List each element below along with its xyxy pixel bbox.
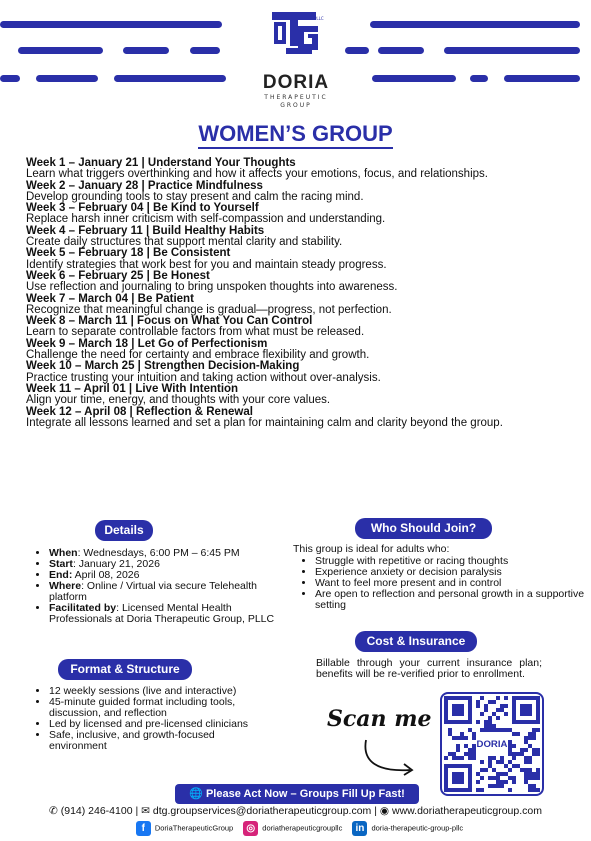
qr-module [472, 756, 476, 760]
qr-module [536, 728, 540, 732]
globe-icon: 🌐 [189, 788, 206, 800]
qr-module [496, 780, 500, 784]
qr-module [448, 752, 452, 756]
qr-module [520, 748, 524, 752]
qr-module [464, 736, 468, 740]
qr-module [504, 712, 508, 716]
qr-module [476, 788, 480, 792]
qr-module [504, 728, 508, 732]
qr-module [524, 756, 528, 760]
week-description: Learn what triggers overthinking and how it affects your emotions, focus, and relationships. [26, 168, 488, 181]
qr-module [472, 752, 476, 756]
qr-module [532, 736, 536, 740]
qr-module [512, 764, 516, 768]
qr-module [472, 736, 476, 740]
qr-module [524, 768, 528, 772]
curved-arrow-icon [360, 738, 420, 778]
qr-module [496, 716, 500, 720]
qr-module [536, 748, 540, 752]
qr-module [480, 788, 484, 792]
decorative-dash [470, 75, 488, 82]
qr-module [528, 736, 532, 740]
qr-module [488, 760, 492, 764]
qr-module [448, 728, 452, 732]
details-item-value: : January 21, 2026 [72, 558, 160, 570]
qr-module [528, 744, 532, 748]
qr-module [456, 756, 460, 760]
scan-me-label: Scan me [327, 706, 432, 732]
web-icon: ◉ [379, 805, 390, 817]
qr-module [512, 752, 516, 756]
week-description: Create daily structures that support mental clarity and stability. [26, 236, 343, 249]
qr-module [452, 704, 464, 716]
week-description: Use reflection and journaling to bring unspoken thoughts into awareness. [26, 281, 398, 294]
join-item: • Want to feel more present and in control [315, 578, 591, 589]
decorative-dash [444, 47, 580, 54]
qr-module [528, 772, 532, 776]
decorative-dash [190, 47, 220, 54]
qr-code[interactable] [440, 692, 544, 796]
qr-module [532, 748, 536, 752]
details-item-label: End: [49, 569, 73, 581]
join-heading: Who Should Join? [355, 518, 492, 539]
qr-module [504, 764, 508, 768]
week-description: Challenge the need for certainty and embrace flexibility and growth. [26, 349, 370, 362]
brand-name: DORIA [262, 72, 330, 93]
qr-module [532, 776, 536, 780]
week-description: Replace harsh inner criticism with self-compassion and understanding. [26, 213, 386, 226]
qr-module [484, 720, 488, 724]
qr-module [452, 772, 464, 784]
qr-module [524, 740, 528, 744]
qr-module [528, 768, 532, 772]
week-description: Identify strategies that work best for you and maintain steady progress. [26, 258, 387, 271]
qr-module [480, 760, 484, 764]
qr-module [524, 780, 528, 784]
website-link[interactable]: www.doriatherapeuticgroup.com [391, 805, 542, 817]
qr-module [488, 724, 492, 728]
qr-module [528, 784, 532, 788]
qr-module [504, 704, 508, 708]
join-item: • Struggle with repetitive or racing thoughts [315, 556, 591, 567]
qr-module [496, 772, 500, 776]
qr-module [496, 776, 500, 780]
qr-module [492, 784, 496, 788]
qr-module [496, 760, 500, 764]
format-item: • 12 weekly sessions (live and interactive) [49, 686, 259, 697]
join-intro: This group is ideal for adults who: [293, 543, 450, 555]
qr-module [512, 756, 516, 760]
qr-module [532, 784, 536, 788]
details-item-value: April 08, 2026 [72, 569, 140, 581]
contact-line: ✆ (914) 246-4100 | ✉ dtg.groupservices@doriatherapeuticgroup.com | ◉ www.doriatherapeuticgroup.com [49, 805, 542, 817]
qr-module [524, 748, 528, 752]
qr-module [476, 704, 480, 708]
qr-module [512, 744, 516, 748]
details-item-value: : Wednesdays, 6:00 PM – 6:45 PM [77, 547, 240, 559]
qr-module [484, 728, 488, 732]
qr-module [500, 772, 504, 776]
qr-pattern-icon [444, 696, 540, 792]
qr-module [532, 728, 536, 732]
qr-module [452, 756, 456, 760]
linkedin-icon[interactable]: in [352, 821, 367, 836]
decorative-dash [0, 21, 222, 28]
details-item-label: Start [49, 558, 73, 570]
qr-module [504, 772, 508, 776]
qr-module [512, 776, 516, 780]
week-description: Practice trusting your intuition and taking action without over-analysis. [26, 371, 381, 384]
week-heading: Week 10 – March 25 | Strengthen Decision-Making [26, 360, 300, 373]
join-list [300, 556, 591, 611]
qr-module [500, 760, 504, 764]
week-description: Develop grounding tools to stay present and calm the racing mind. [26, 190, 364, 203]
qr-module [472, 748, 476, 752]
details-item-label: Where [49, 580, 82, 592]
qr-module [500, 728, 504, 732]
qr-module [536, 768, 540, 772]
qr-module [508, 776, 512, 780]
qr-module [488, 784, 492, 788]
decorative-dash [378, 47, 424, 54]
decorative-dash [36, 75, 98, 82]
qr-module [492, 728, 496, 732]
cost-text: Billable through your current insurance plan; benefits will be re-verified prior to enrollment. [316, 657, 542, 680]
qr-module [464, 744, 468, 748]
qr-module [508, 760, 512, 764]
qr-module [528, 788, 532, 792]
qr-module [484, 704, 488, 708]
email-link[interactable]: dtg.groupservices@doriatherapeuticgroup.com [152, 805, 372, 817]
qr-module [444, 756, 448, 760]
qr-module [536, 776, 540, 780]
qr-module [472, 732, 476, 736]
qr-module [492, 700, 496, 704]
qr-module [476, 780, 480, 784]
brand-sub-2: GROUP [280, 102, 312, 109]
email-icon: ✉ [141, 805, 150, 817]
qr-module [476, 720, 480, 724]
qr-module [468, 752, 472, 756]
qr-module [520, 752, 524, 756]
week-heading: Week 12 – April 08 | Reflection & Renewal [26, 405, 253, 418]
decorative-dash [504, 75, 580, 82]
qr-module [508, 744, 512, 748]
decorative-dash [372, 75, 456, 82]
qr-module [492, 712, 496, 716]
qr-module [536, 788, 540, 792]
qr-module [492, 724, 496, 728]
week-heading: Week 11 – April 01 | Live With Intention [26, 382, 239, 395]
week-heading: Week 6 – February 25 | Be Honest [26, 269, 210, 282]
qr-module [508, 740, 512, 744]
qr-center-label: DORIA [476, 739, 508, 751]
join-item: • Experience anxiety or decision paralysis [315, 567, 591, 578]
qr-module [512, 732, 516, 736]
qr-module [500, 780, 504, 784]
format-item: • 45-minute guided format including tools, discussion, and reflection [49, 697, 259, 719]
decorative-dash [345, 47, 369, 54]
week-heading: Week 3 – February 04 | Be Kind to Yourself [26, 202, 259, 215]
qr-module [492, 756, 496, 760]
details-item-value: : Online / Virtual via secure Telehealth platform [49, 580, 257, 603]
decorative-dash [0, 75, 20, 82]
details-list [34, 548, 291, 625]
qr-module [484, 708, 488, 712]
qr-module [468, 728, 472, 732]
qr-module [456, 744, 460, 748]
qr-module [516, 752, 520, 756]
decorative-dash [114, 75, 226, 82]
page-title: WOMEN’S GROUP [0, 121, 591, 147]
qr-module [456, 736, 460, 740]
qr-module [496, 784, 500, 788]
phone-icon: ✆ [49, 805, 58, 817]
qr-module [536, 772, 540, 776]
qr-module [508, 752, 512, 756]
qr-module [532, 772, 536, 776]
qr-module [500, 704, 504, 708]
social-line [0, 821, 591, 836]
qr-module [484, 724, 488, 728]
qr-module [528, 756, 532, 760]
qr-module [480, 728, 484, 732]
instagram-icon[interactable]: ◎ [243, 821, 258, 836]
facebook-icon[interactable]: f [136, 821, 151, 836]
qr-module [468, 748, 472, 752]
qr-module [496, 728, 500, 732]
week-description: Integrate all lessons learned and set a plan for maintaining calm and clarity beyond the group. [26, 416, 503, 429]
qr-module [488, 756, 492, 760]
brand-sub-1: THERAPEUTIC [264, 94, 328, 101]
qr-module [508, 768, 512, 772]
instagram-handle[interactable]: doriatherapeuticgroupllc [262, 823, 343, 833]
week-description: Align your time, energy, and thoughts with your core values. [26, 394, 331, 407]
week-description: Learn to separate controllable factors from what must be released. [26, 326, 365, 339]
format-list [34, 686, 259, 752]
qr-module [516, 732, 520, 736]
qr-module [488, 700, 492, 704]
week-list [26, 158, 581, 429]
week-description: Recognize that meaningful change is gradual—progress, not perfection. [26, 303, 392, 316]
qr-module [524, 776, 528, 780]
qr-module [452, 736, 456, 740]
qr-module [496, 708, 500, 712]
qr-module [508, 788, 512, 792]
qr-module [480, 768, 484, 772]
qr-module [524, 772, 528, 776]
qr-module [520, 704, 532, 716]
details-item-label: When [49, 547, 78, 559]
cost-heading: Cost & Insurance [355, 631, 477, 652]
week-heading: Week 5 – February 18 | Be Consistent [26, 247, 231, 260]
qr-module [508, 748, 512, 752]
qr-module [488, 776, 492, 780]
format-item: • Led by licensed and pre-licensed clinicians [49, 719, 259, 730]
qr-module [520, 768, 524, 772]
week-heading: Week 8 – March 11 | Focus on What You Can Control [26, 315, 313, 328]
qr-module [500, 708, 504, 712]
qr-module [460, 736, 464, 740]
qr-module [456, 748, 460, 752]
format-heading: Format & Structure [58, 659, 192, 680]
details-item-value: : Licensed Mental Health Professionals at Doria Therapeutic Group, PLLC [49, 602, 275, 625]
details-item-label: Facilitated by [49, 602, 117, 614]
details-heading: Details [95, 520, 153, 541]
qr-module [484, 768, 488, 772]
qr-module [536, 752, 540, 756]
brand-logo [248, 8, 344, 110]
qr-module [448, 732, 452, 736]
linkedin-handle[interactable]: doria-therapeutic-group-pllc [371, 823, 464, 833]
details-item [49, 581, 291, 603]
qr-module [460, 756, 464, 760]
qr-module [532, 752, 536, 756]
qr-module [528, 776, 532, 780]
qr-module [528, 760, 532, 764]
qr-module [476, 700, 480, 704]
week-heading: Week 9 – March 18 | Let Go of Perfectionism [26, 337, 268, 350]
details-item [49, 603, 291, 625]
decorative-dash [123, 47, 169, 54]
qr-module [452, 752, 456, 756]
qr-module [500, 784, 504, 788]
qr-module [492, 776, 496, 780]
qr-module [532, 788, 536, 792]
qr-module [508, 728, 512, 732]
cta-banner: 🌐 Please Act Now – Groups Fill Up Fast! [175, 784, 419, 804]
qr-module [460, 732, 464, 736]
qr-module [476, 772, 480, 776]
qr-module [488, 716, 492, 720]
pllc-mark: PLLC [314, 16, 324, 21]
qr-module [516, 764, 520, 768]
qr-module [480, 712, 484, 716]
format-item: • Safe, inclusive, and growth-focused environment [49, 730, 259, 752]
decorative-dash [370, 21, 580, 28]
dtg-monogram-icon [266, 8, 326, 66]
qr-module [468, 756, 472, 760]
qr-module [488, 728, 492, 732]
qr-module [504, 780, 508, 784]
qr-module [464, 752, 468, 756]
qr-module [480, 776, 484, 780]
qr-module [532, 732, 536, 736]
qr-module [504, 696, 508, 700]
week-heading: Week 7 – March 04 | Be Patient [26, 292, 194, 305]
facebook-handle[interactable]: DoriaTherapeuticGroup [154, 823, 234, 833]
week-heading: Week 2 – January 28 | Practice Mindfulness [26, 179, 263, 192]
decorative-dash [18, 47, 103, 54]
qr-module [528, 732, 532, 736]
qr-module [512, 780, 516, 784]
qr-module [488, 764, 492, 768]
qr-module [488, 720, 492, 724]
week-heading: Week 1 – January 21 | Understand Your Thoughts [26, 157, 296, 169]
week-heading: Week 4 – February 11 | Build Healthy Habits [26, 224, 265, 237]
qr-module [500, 756, 504, 760]
phone-number[interactable]: (914) 246-4100 [60, 805, 133, 817]
qr-module [524, 760, 528, 764]
qr-module [472, 744, 476, 748]
join-item: • Are open to reflection and personal growth in a supportive setting [315, 589, 591, 611]
qr-module [480, 696, 484, 700]
qr-module [524, 736, 528, 740]
qr-module [492, 768, 496, 772]
qr-module [496, 696, 500, 700]
